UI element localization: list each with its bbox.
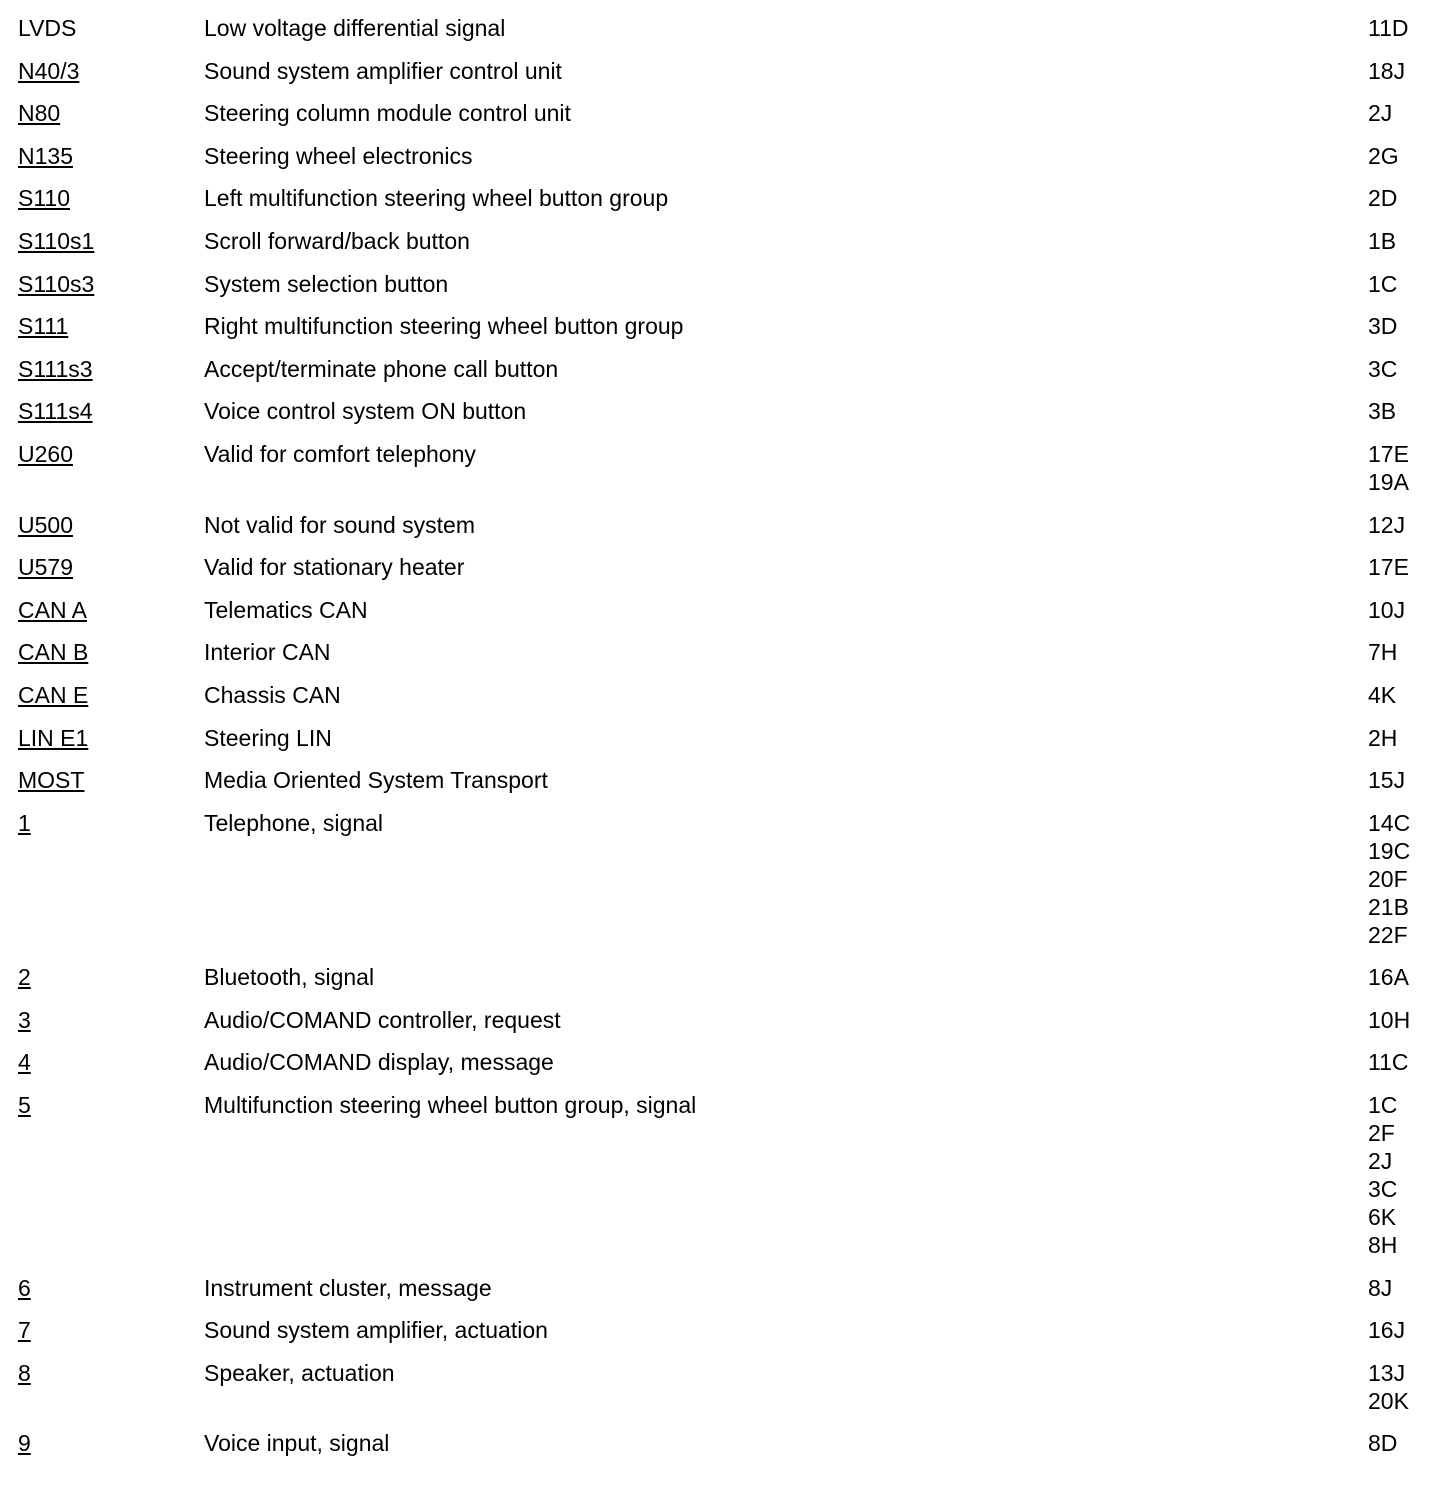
component-code-link[interactable]: 1 [18, 809, 31, 836]
component-description: Left multifunction steering wheel button group [204, 185, 669, 212]
grid-reference[interactable]: 2J [1368, 100, 1393, 127]
component-description: Voice control system ON button [204, 398, 527, 425]
component-code-link[interactable]: MOST [18, 767, 85, 794]
grid-reference[interactable]: 3C [1368, 1176, 1398, 1203]
component-code-link[interactable]: 9 [18, 1430, 31, 1457]
component-code-link[interactable]: LIN E1 [18, 724, 89, 751]
component-description: Not valid for sound system [204, 511, 476, 538]
component-code-link[interactable]: 4 [18, 1049, 31, 1076]
grid-references [1368, 227, 1438, 255]
grid-reference[interactable]: 2G [1368, 142, 1399, 169]
grid-reference[interactable]: 2D [1368, 185, 1398, 212]
grid-reference[interactable]: 7H [1368, 639, 1398, 666]
grid-references [1368, 638, 1438, 666]
grid-reference[interactable]: 15J [1368, 767, 1406, 794]
grid-reference[interactable]: 18J [1368, 57, 1406, 84]
component-description: Accept/terminate phone call button [204, 355, 559, 382]
legend-row [18, 596, 1438, 624]
component-description: Valid for stationary heater [204, 554, 465, 581]
grid-references [1368, 142, 1438, 170]
grid-references [1368, 1359, 1438, 1415]
legend-row [18, 227, 1438, 255]
grid-reference[interactable]: 14C [1368, 809, 1411, 836]
grid-reference[interactable]: 17E [1368, 440, 1409, 467]
component-code-link[interactable]: U500 [18, 511, 73, 538]
legend-row [18, 1429, 1438, 1457]
grid-references [1368, 312, 1438, 340]
component-description: Scroll forward/back button [204, 227, 470, 254]
grid-references [1368, 184, 1438, 212]
grid-references [1368, 1006, 1438, 1034]
component-code-link[interactable]: CAN B [18, 639, 89, 666]
component-code-link[interactable]: 7 [18, 1317, 31, 1344]
component-code-link[interactable]: CAN E [18, 681, 89, 708]
grid-reference[interactable]: 8J [1368, 1274, 1393, 1301]
legend-row [18, 638, 1438, 666]
component-description: Low voltage differential signal [204, 15, 506, 41]
grid-references [1368, 1316, 1438, 1344]
component-code-link[interactable]: 8 [18, 1359, 31, 1386]
grid-reference[interactable]: 3C [1368, 355, 1398, 382]
grid-references [1368, 596, 1438, 624]
grid-reference[interactable]: 8H [1368, 1232, 1398, 1259]
grid-references [1368, 724, 1438, 752]
component-description: Valid for comfort telephony [204, 440, 476, 467]
legend-row [18, 1048, 1438, 1076]
component-description: Multifunction steering wheel button group, signal [204, 1092, 697, 1119]
component-code-link[interactable]: U579 [18, 554, 73, 581]
legend-row [18, 1274, 1438, 1302]
legend-row [18, 355, 1438, 383]
component-code-link[interactable]: S111s3 [18, 355, 93, 382]
legend-row [18, 766, 1438, 794]
component-description: Audio/COMAND display, message [204, 1049, 554, 1076]
component-code-link[interactable]: U260 [18, 440, 73, 467]
legend-row [18, 397, 1438, 425]
component-code-link[interactable]: N40/3 [18, 57, 80, 84]
grid-references [1368, 766, 1438, 794]
grid-reference[interactable]: 16A [1368, 964, 1409, 991]
grid-reference[interactable]: 21B [1368, 893, 1409, 920]
grid-reference[interactable]: 17E [1368, 554, 1409, 581]
grid-reference[interactable]: 8D [1368, 1430, 1398, 1457]
component-code-link[interactable]: S110 [18, 185, 71, 212]
legend-row [18, 1006, 1438, 1034]
legend-row [18, 1091, 1438, 1259]
grid-references [1368, 270, 1438, 298]
grid-reference[interactable]: 11C [1368, 1049, 1409, 1076]
grid-reference[interactable]: 20F [1368, 865, 1408, 892]
grid-references [1368, 1274, 1438, 1302]
legend-row [18, 142, 1438, 170]
component-code-link[interactable]: S111 [18, 313, 69, 340]
grid-references [1368, 1048, 1438, 1076]
component-description: Voice input, signal [204, 1430, 390, 1457]
legend-row [18, 312, 1438, 340]
component-code-link[interactable]: S110s3 [18, 270, 95, 297]
legend-row [18, 724, 1438, 752]
grid-reference[interactable]: 2F [1368, 1120, 1395, 1147]
component-code-link[interactable]: S111s4 [18, 398, 93, 425]
grid-references [1368, 1429, 1438, 1457]
component-description: System selection button [204, 270, 449, 297]
legend-row [18, 57, 1438, 85]
grid-references [1368, 553, 1438, 581]
grid-reference[interactable]: 19C [1368, 837, 1411, 864]
legend-row [18, 14, 1438, 42]
grid-references [1368, 99, 1438, 127]
legend-row [18, 553, 1438, 581]
component-description: Instrument cluster, message [204, 1274, 492, 1301]
grid-references [1368, 355, 1438, 383]
component-description: Chassis CAN [204, 681, 341, 708]
grid-references [1368, 809, 1438, 949]
legend-row [18, 440, 1438, 496]
component-code-link[interactable]: N135 [18, 142, 73, 169]
legend-row [18, 511, 1438, 539]
component-description: Telematics CAN [204, 596, 368, 623]
component-code: LVDS [18, 15, 77, 41]
legend-table [18, 14, 1438, 1472]
legend-row [18, 1316, 1438, 1344]
legend-row [18, 184, 1438, 212]
grid-reference[interactable]: 10H [1368, 1006, 1411, 1033]
grid-references [1368, 440, 1438, 496]
grid-references [1368, 511, 1438, 539]
component-description: Steering column module control unit [204, 100, 571, 127]
component-code-link[interactable]: N80 [18, 100, 61, 127]
component-description: Sound system amplifier control unit [204, 57, 562, 84]
grid-reference[interactable]: 1C [1368, 1092, 1398, 1119]
grid-reference[interactable]: 19A [1368, 468, 1409, 495]
grid-reference[interactable]: 6K [1368, 1204, 1397, 1231]
grid-references [1368, 1091, 1438, 1259]
grid-reference[interactable]: 22F [1368, 921, 1408, 948]
grid-reference[interactable]: 1B [1368, 227, 1397, 254]
grid-reference[interactable]: 4K [1368, 681, 1397, 708]
grid-references [1368, 57, 1438, 85]
component-code-link[interactable]: CAN A [18, 596, 88, 623]
component-code-link[interactable]: 5 [18, 1092, 31, 1119]
grid-references [1368, 963, 1438, 991]
component-code-link[interactable]: S110s1 [18, 227, 95, 254]
component-description: Right multifunction steering wheel button group [204, 313, 684, 340]
grid-reference[interactable]: 12J [1368, 511, 1406, 538]
component-description: Sound system amplifier, actuation [204, 1317, 548, 1344]
grid-references [1368, 14, 1438, 42]
grid-reference[interactable]: 13J [1368, 1359, 1406, 1386]
component-description: Bluetooth, signal [204, 964, 375, 991]
grid-reference[interactable]: 11D [1368, 15, 1409, 41]
component-code-link[interactable]: 3 [18, 1006, 31, 1033]
legend-row [18, 963, 1438, 991]
component-description: Telephone, signal [204, 809, 384, 836]
component-description: Audio/COMAND controller, request [204, 1006, 561, 1033]
grid-reference[interactable]: 2H [1368, 724, 1398, 751]
legend-row [18, 681, 1438, 709]
legend-row [18, 270, 1438, 298]
grid-references [1368, 397, 1438, 425]
component-description: Speaker, actuation [204, 1359, 395, 1386]
component-description: Media Oriented System Transport [204, 767, 548, 794]
grid-reference[interactable]: 1C [1368, 270, 1398, 297]
grid-reference[interactable]: 3D [1368, 313, 1398, 340]
component-description: Steering wheel electronics [204, 142, 473, 169]
component-description: Steering LIN [204, 724, 332, 751]
grid-reference[interactable]: 20K [1368, 1387, 1409, 1414]
grid-reference[interactable]: 3B [1368, 398, 1397, 425]
legend-row [18, 809, 1438, 949]
legend-row [18, 1359, 1438, 1415]
component-code-link[interactable]: 2 [18, 964, 31, 991]
legend-row [18, 99, 1438, 127]
grid-reference[interactable]: 10J [1368, 596, 1406, 623]
grid-reference[interactable]: 16J [1368, 1317, 1406, 1344]
component-description: Interior CAN [204, 639, 331, 666]
grid-reference[interactable]: 2J [1368, 1148, 1393, 1175]
grid-references [1368, 681, 1438, 709]
component-code-link[interactable]: 6 [18, 1274, 31, 1301]
